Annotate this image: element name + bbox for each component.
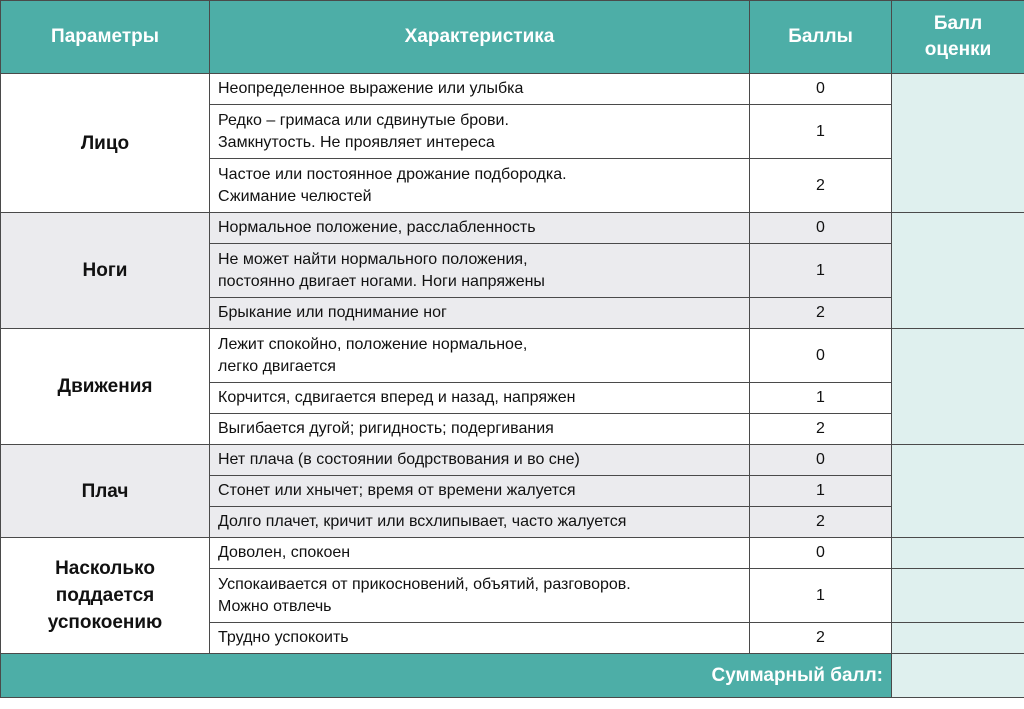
characteristic-line: Частое или постоянное дрожание подбородка.: [218, 165, 567, 183]
points-cell: 1: [750, 105, 892, 159]
header-evaluation-line-1: Балл: [933, 13, 983, 34]
header-characteristic: Характеристика: [210, 1, 750, 74]
evaluation-score-cell[interactable]: [892, 213, 1024, 329]
characteristic-line: Неопределенное выражение или улыбка: [218, 80, 524, 97]
characteristic-line: легко двигается: [218, 357, 336, 375]
characteristic-cell: [210, 105, 750, 159]
header-evaluation-line-2: оценки: [924, 39, 992, 60]
total-score-cell[interactable]: [892, 654, 1024, 698]
parameter-name: [1, 329, 210, 445]
table-row: [1, 538, 1024, 569]
characteristic-cell: [210, 414, 750, 445]
points-cell: 2: [750, 414, 892, 445]
characteristic-cell: [210, 507, 750, 538]
evaluation-score-cell[interactable]: [892, 445, 1024, 538]
parameter-name-line: Движения: [57, 376, 153, 397]
parameter-name: [1, 74, 210, 213]
characteristic-line: Не может найти нормального положения,: [218, 250, 528, 268]
evaluation-score-cell[interactable]: [892, 538, 1024, 569]
points-cell: 2: [750, 507, 892, 538]
table-row: [1, 74, 1024, 105]
parameter-name-line: Лицо: [80, 132, 130, 154]
points-cell: 0: [750, 538, 892, 569]
parameter-name-line: поддается: [55, 585, 155, 606]
characteristic-line: Нет плача (в состоянии бодрствования и во сне): [218, 451, 580, 468]
table-header-row: [1, 1, 1024, 74]
characteristic-line: Можно отвлечь: [218, 597, 332, 615]
table-row: [1, 329, 1024, 383]
parameter-name: [1, 538, 210, 654]
characteristic-cell: [210, 569, 750, 623]
points-cell: 2: [750, 298, 892, 329]
characteristic-cell: [210, 383, 750, 414]
parameter-name-line: Ноги: [82, 260, 128, 281]
characteristic-line: Брыкание или поднимание ног: [218, 304, 447, 321]
table-row: [1, 445, 1024, 476]
points-cell: 1: [750, 569, 892, 623]
characteristic-line: постоянно двигает ногами. Ноги напряжены: [218, 272, 545, 290]
characteristic-cell: [210, 213, 750, 244]
evaluation-score-cell[interactable]: [892, 623, 1024, 654]
points-cell: 2: [750, 623, 892, 654]
characteristic-line: Редко – гримаса или сдвинутые брови.: [218, 111, 509, 129]
header-parameters: Параметры: [1, 1, 210, 74]
characteristic-line: Стонет или хнычет; время от времени жалуется: [218, 482, 576, 499]
characteristic-cell: [210, 476, 750, 507]
points-cell: 1: [750, 383, 892, 414]
total-label: Суммарный балл:: [1, 654, 892, 698]
characteristic-line: Трудно успокоить: [218, 629, 349, 646]
total-row: [1, 654, 1024, 698]
points-cell: 0: [750, 445, 892, 476]
characteristic-cell: [210, 445, 750, 476]
table-row: [1, 213, 1024, 244]
points-cell: 1: [750, 476, 892, 507]
characteristic-line: Выгибается дугой; ригидность; подергивания: [218, 420, 554, 437]
characteristic-cell: [210, 74, 750, 105]
characteristic-cell: [210, 159, 750, 213]
characteristic-line: Замкнутость. Не проявляет интереса: [218, 133, 495, 151]
characteristic-cell: [210, 298, 750, 329]
parameter-name: [1, 213, 210, 329]
points-cell: 0: [750, 329, 892, 383]
parameter-name-line: Плач: [81, 480, 129, 502]
parameter-name-line: успокоению: [47, 612, 163, 633]
characteristic-line: Доволен, спокоен: [218, 544, 351, 561]
characteristic-line: Долго плачет, кричит или всхлипывает, часто жалуется: [218, 513, 627, 530]
characteristic-line: Сжимание челюстей: [218, 187, 372, 205]
points-cell: 0: [750, 213, 892, 244]
characteristic-cell: [210, 538, 750, 569]
points-cell: 0: [750, 74, 892, 105]
characteristic-line: Лежит спокойно, положение нормальное,: [218, 335, 528, 353]
evaluation-score-cell[interactable]: [892, 569, 1024, 623]
evaluation-score-cell[interactable]: [892, 74, 1024, 213]
characteristic-line: Нормальное положение, расслабленность: [218, 219, 536, 236]
points-cell: 1: [750, 244, 892, 298]
characteristic-line: Корчится, сдвигается вперед и назад, напряжен: [218, 389, 576, 406]
characteristic-cell: [210, 329, 750, 383]
characteristic-line: Успокаивается от прикосновений, объятий, разговоров.: [218, 575, 631, 593]
header-evaluation: [892, 1, 1024, 74]
points-cell: 2: [750, 159, 892, 213]
characteristic-cell: [210, 244, 750, 298]
parameter-name: [1, 445, 210, 538]
parameter-name-line: Насколько: [55, 558, 155, 579]
header-points: Баллы: [750, 1, 892, 74]
evaluation-score-cell[interactable]: [892, 329, 1024, 445]
characteristic-cell: [210, 623, 750, 654]
